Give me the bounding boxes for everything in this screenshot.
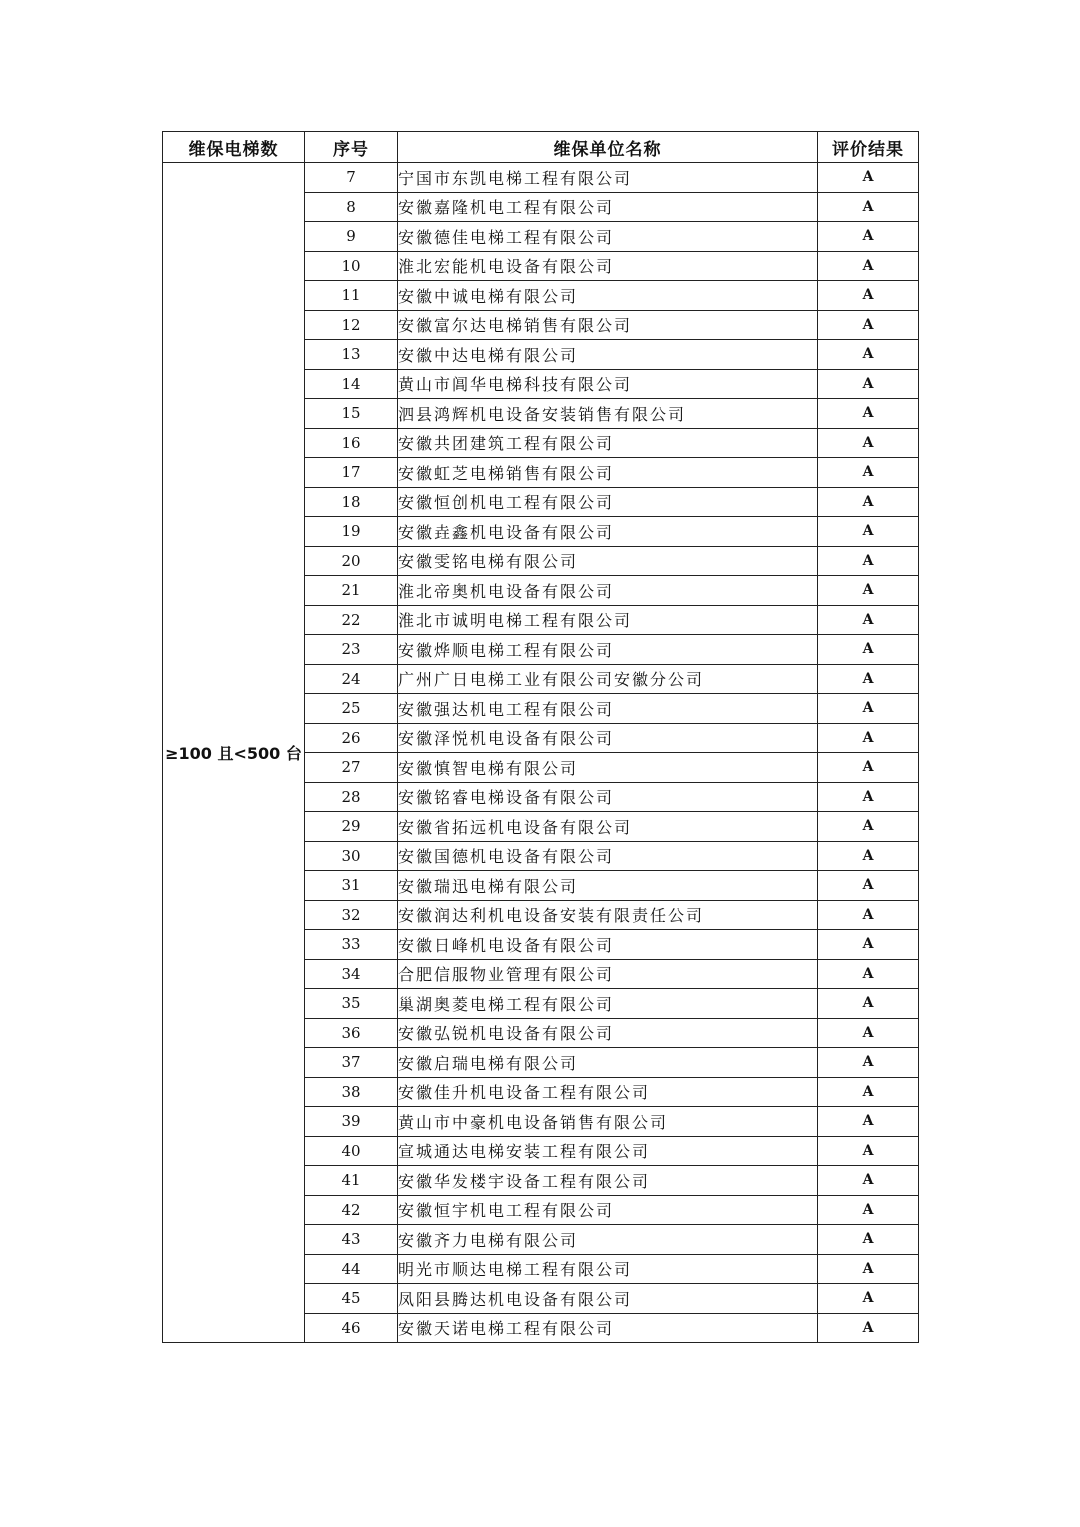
- seq-cell: 10: [305, 251, 398, 281]
- result-cell: A: [818, 458, 919, 488]
- result-cell: A: [818, 310, 919, 340]
- seq-cell: 35: [305, 989, 398, 1019]
- company-name-cell: 淮北宏能机电设备有限公司: [398, 251, 818, 281]
- result-cell: A: [818, 753, 919, 783]
- company-name-cell: 黄山市阊华电梯科技有限公司: [398, 369, 818, 399]
- seq-cell: 7: [305, 163, 398, 193]
- result-cell: A: [818, 782, 919, 812]
- result-cell: A: [818, 1166, 919, 1196]
- seq-cell: 33: [305, 930, 398, 960]
- seq-cell: 9: [305, 222, 398, 252]
- seq-cell: 43: [305, 1225, 398, 1255]
- result-cell: A: [818, 635, 919, 665]
- seq-cell: 44: [305, 1254, 398, 1284]
- result-cell: A: [818, 930, 919, 960]
- result-cell: A: [818, 1225, 919, 1255]
- seq-cell: 32: [305, 900, 398, 930]
- seq-cell: 45: [305, 1284, 398, 1314]
- seq-cell: 40: [305, 1136, 398, 1166]
- company-name-cell: 安徽润达利机电设备安装有限责任公司: [398, 900, 818, 930]
- seq-cell: 22: [305, 605, 398, 635]
- seq-cell: 15: [305, 399, 398, 429]
- company-name-cell: 安徽恒宇机电工程有限公司: [398, 1195, 818, 1225]
- result-cell: A: [818, 281, 919, 311]
- company-name-cell: 安徽中达电梯有限公司: [398, 340, 818, 370]
- seq-cell: 12: [305, 310, 398, 340]
- company-name-cell: 安徽嘉隆机电工程有限公司: [398, 192, 818, 222]
- result-cell: A: [818, 812, 919, 842]
- company-name-cell: 安徽富尔达电梯销售有限公司: [398, 310, 818, 340]
- header-row: [163, 132, 919, 163]
- seq-cell: 8: [305, 192, 398, 222]
- company-name-cell: 安徽齐力电梯有限公司: [398, 1225, 818, 1255]
- result-cell: A: [818, 1018, 919, 1048]
- company-name-cell: 安徽强达机电工程有限公司: [398, 694, 818, 724]
- header-name: 维保单位名称: [398, 132, 818, 163]
- header-result: 评价结果: [818, 132, 919, 163]
- result-cell: A: [818, 576, 919, 606]
- company-name-cell: 巢湖奥菱电梯工程有限公司: [398, 989, 818, 1019]
- result-cell: A: [818, 959, 919, 989]
- result-cell: A: [818, 841, 919, 871]
- company-name-cell: 合肥信服物业管理有限公司: [398, 959, 818, 989]
- result-cell: A: [818, 664, 919, 694]
- seq-cell: 36: [305, 1018, 398, 1048]
- company-name-cell: 广州广日电梯工业有限公司安徽分公司: [398, 664, 818, 694]
- result-cell: A: [818, 192, 919, 222]
- company-name-cell: 安徽泽悦机电设备有限公司: [398, 723, 818, 753]
- seq-cell: 19: [305, 517, 398, 547]
- seq-cell: 18: [305, 487, 398, 517]
- result-cell: A: [818, 1077, 919, 1107]
- seq-cell: 16: [305, 428, 398, 458]
- company-name-cell: 淮北帝奥机电设备有限公司: [398, 576, 818, 606]
- result-cell: A: [818, 163, 919, 193]
- seq-cell: 28: [305, 782, 398, 812]
- seq-cell: 42: [305, 1195, 398, 1225]
- result-cell: A: [818, 1313, 919, 1343]
- result-cell: A: [818, 428, 919, 458]
- header-count: 维保电梯数: [163, 132, 305, 163]
- company-name-cell: 凤阳县腾达机电设备有限公司: [398, 1284, 818, 1314]
- seq-cell: 34: [305, 959, 398, 989]
- seq-cell: 11: [305, 281, 398, 311]
- seq-cell: 23: [305, 635, 398, 665]
- company-name-cell: 安徽弘锐机电设备有限公司: [398, 1018, 818, 1048]
- result-cell: A: [818, 723, 919, 753]
- result-cell: A: [818, 369, 919, 399]
- evaluation-table: [162, 131, 919, 1343]
- seq-cell: 20: [305, 546, 398, 576]
- seq-cell: 25: [305, 694, 398, 724]
- seq-cell: 41: [305, 1166, 398, 1196]
- seq-cell: 37: [305, 1048, 398, 1078]
- header-seq: 序号: [305, 132, 398, 163]
- result-cell: A: [818, 340, 919, 370]
- seq-cell: 13: [305, 340, 398, 370]
- company-name-cell: 安徽日峰机电设备有限公司: [398, 930, 818, 960]
- company-name-cell: 安徽启瑞电梯有限公司: [398, 1048, 818, 1078]
- company-name-cell: 泗县鸿辉机电设备安装销售有限公司: [398, 399, 818, 429]
- result-cell: A: [818, 1048, 919, 1078]
- seq-cell: 39: [305, 1107, 398, 1137]
- result-cell: A: [818, 251, 919, 281]
- seq-cell: 30: [305, 841, 398, 871]
- company-name-cell: 安徽华发楼宇设备工程有限公司: [398, 1166, 818, 1196]
- result-cell: A: [818, 1107, 919, 1137]
- company-name-cell: 安徽天诺电梯工程有限公司: [398, 1313, 818, 1343]
- company-name-cell: 宁国市东凯电梯工程有限公司: [398, 163, 818, 193]
- company-name-cell: 安徽铭睿电梯设备有限公司: [398, 782, 818, 812]
- company-name-cell: 安徽恒创机电工程有限公司: [398, 487, 818, 517]
- company-name-cell: 安徽慎智电梯有限公司: [398, 753, 818, 783]
- company-name-cell: 安徽虹芝电梯销售有限公司: [398, 458, 818, 488]
- table-body: [163, 163, 919, 1343]
- result-cell: A: [818, 1136, 919, 1166]
- result-cell: A: [818, 694, 919, 724]
- company-name-cell: 明光市顺达电梯工程有限公司: [398, 1254, 818, 1284]
- result-cell: A: [818, 1195, 919, 1225]
- company-name-cell: 安徽瑞迅电梯有限公司: [398, 871, 818, 901]
- seq-cell: 27: [305, 753, 398, 783]
- seq-cell: 24: [305, 664, 398, 694]
- result-cell: A: [818, 871, 919, 901]
- company-name-cell: 安徽烨顺电梯工程有限公司: [398, 635, 818, 665]
- seq-cell: 14: [305, 369, 398, 399]
- seq-cell: 31: [305, 871, 398, 901]
- company-name-cell: 安徽省拓远机电设备有限公司: [398, 812, 818, 842]
- result-cell: A: [818, 1284, 919, 1314]
- result-cell: A: [818, 900, 919, 930]
- seq-cell: 46: [305, 1313, 398, 1343]
- company-name-cell: 安徽佳升机电设备工程有限公司: [398, 1077, 818, 1107]
- company-name-cell: 安徽雯铭电梯有限公司: [398, 546, 818, 576]
- seq-cell: 38: [305, 1077, 398, 1107]
- seq-cell: 26: [305, 723, 398, 753]
- result-cell: A: [818, 399, 919, 429]
- company-name-cell: 安徽国德机电设备有限公司: [398, 841, 818, 871]
- result-cell: A: [818, 1254, 919, 1284]
- company-name-cell: 安徽共团建筑工程有限公司: [398, 428, 818, 458]
- seq-cell: 17: [305, 458, 398, 488]
- company-name-cell: 安徽中诚电梯有限公司: [398, 281, 818, 311]
- company-name-cell: 淮北市诚明电梯工程有限公司: [398, 605, 818, 635]
- result-cell: A: [818, 222, 919, 252]
- company-name-cell: 安徽德佳电梯工程有限公司: [398, 222, 818, 252]
- seq-cell: 29: [305, 812, 398, 842]
- category-cell: ≥100 且<500 台: [163, 163, 305, 1343]
- result-cell: A: [818, 546, 919, 576]
- result-cell: A: [818, 989, 919, 1019]
- company-name-cell: 黄山市中豪机电设备销售有限公司: [398, 1107, 818, 1137]
- company-name-cell: 宣城通达电梯安装工程有限公司: [398, 1136, 818, 1166]
- company-name-cell: 安徽垚鑫机电设备有限公司: [398, 517, 818, 547]
- result-cell: A: [818, 605, 919, 635]
- seq-cell: 21: [305, 576, 398, 606]
- table-row: [163, 163, 919, 193]
- result-cell: A: [818, 517, 919, 547]
- result-cell: A: [818, 487, 919, 517]
